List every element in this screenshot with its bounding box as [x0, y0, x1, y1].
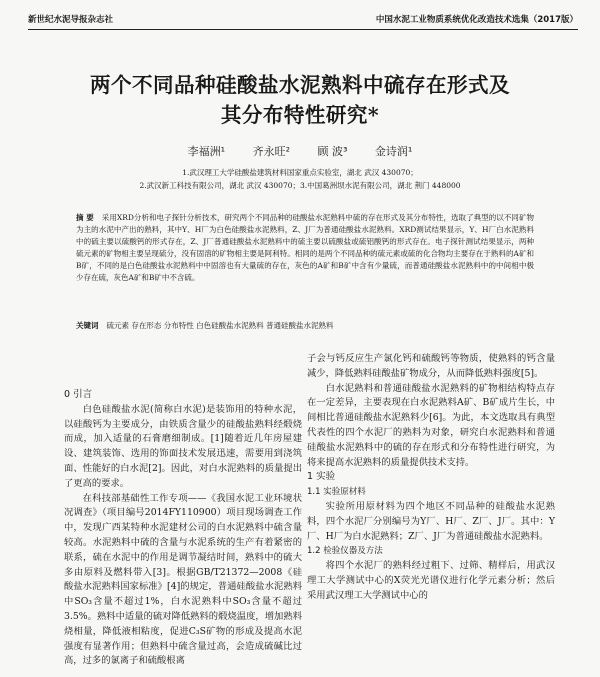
author: 齐永旺² [252, 145, 290, 158]
author: 顾 波³ [317, 145, 348, 158]
keywords-text: 硫元素 存在形态 分布特性 白色硅酸盐水泥熟料 普通硅酸盐水泥熟料 [106, 321, 334, 330]
author-list [0, 143, 600, 159]
abstract-text: 采用XRD分析和电子探针分析技术，研究两个不同品种的硅酸盐水泥熟料中硫的存在形式及其分布特性，选取了典型的以不同矿物为主的水泥中产出的熟料，其中Y、H厂为白色硅酸盐水泥熟料，Z、J厂为普通硅酸盐水泥熟料。XRD测试结果显示，Y、H厂白水泥熟料中的硫主要以硫酸钙的形式存在，Z、J厂普通硅酸盐水泥熟料中的硫主要以硫酸盐或硫铝酸钙的形式存在。电子探针测试结果显示，两种硫元素的矿物相主要呈现硫分，没有固溶的矿物相主要是阿利特。相同的是两个不同品种的硫元素或硫的化合物均主要存在于熟料的A矿和B矿，不同的是白色硅酸盐水泥熟料中中固溶也有大量硫的存在，灰色的A矿和B矿中含有少量硫，而普通硅酸盐水泥熟料中的中间相中极少存在硫，灰色A矿和B矿中不含硫。 [76, 213, 534, 282]
page-bottom-edge [0, 671, 600, 677]
subsection-heading: 1.1 实验原材料 [307, 487, 366, 498]
running-header [28, 13, 578, 29]
paper-title [40, 70, 560, 130]
body-paragraph: 白色硅酸盐水泥(简称白水泥)是装饰用的特种水泥，以硅酸钙为主要成分，由铁质含量少的硅酸盐熟料经煅烧而成，加入适量的石膏磨细制成。[1]随着近几年房屋建设、建筑装饰、选用的饰面技术发展迅速，需要用到浇筑面、性能好的白水泥[2]。因此，对白水泥熟料的质量提出了更高的要求。 [64, 403, 302, 489]
body-paragraph: 白水泥熟料和普通硅酸盐水泥熟料的矿物相结构特点存在一定差异，主要表现在白水泥熟料A矿、B矿成片生长，中间相比普通硅酸盐水泥熟料少[6]。为此，本文选取具有典型代表性的四个水泥厂的熟料为对象，研究白水泥熟料和普通硅酸盐水泥熟料中的硫的存在形式和分布特性进行研究，为将来提高水泥熟料的质量提供技术支持。 [307, 382, 555, 468]
body-column-right [307, 352, 555, 604]
header-right: 中国水泥工业物质系统优化改造技术选集（2017版） [375, 15, 578, 25]
abstract-label: 摘 要 [76, 213, 94, 222]
body-paragraph: 将四个水泥厂的熟料经过粗下、过筛、精样后，用武汉理工大学测试中心的X荧光光谱仪进行化学元素分析；然后采用武汉理工大学测试中心的 [307, 560, 555, 601]
title-line-1: 两个不同品种硅酸盐水泥熟料中硫存在形式及 [90, 73, 510, 97]
author: 金诗润¹ [374, 145, 413, 158]
keywords [76, 320, 534, 332]
author: 李福洲¹ [187, 145, 226, 158]
body-paragraph: 子会与钙反应生产氯化钙和硫酸钙等物质，使熟料的钙含量减少，降低熟料硅酸盐矿物成分，从而降低熟料强度[5]。 [307, 353, 555, 379]
title-line-2: 其分布特性研究* [220, 103, 380, 127]
keywords-label: 关键词 [76, 321, 99, 330]
header-left: 新世纪水泥导报杂志社 [28, 15, 114, 25]
body-column-left [64, 388, 302, 669]
body-paragraph: 实验所用原材料为四个地区不同品种的硅酸盐水泥熟料，四个水泥厂分别编号为Y厂、H厂、Z厂、J厂。其中：Y厂、H厂为白水泥熟料；Z厂、J厂为普通硅酸盐水泥熟料。 [307, 500, 555, 542]
header-rule [28, 29, 578, 30]
abstract [76, 212, 534, 284]
section-heading: 1 实验 [307, 471, 336, 483]
affiliation-2: 2.武汉新工科技有限公司，湖北 武汉 430070；3.中国葛洲坝水泥有限公司，湖北 荆门 448000 [139, 181, 461, 190]
subsection-heading: 1.2 检验仪器及方法 [307, 546, 383, 557]
section-heading: 0 引言 [64, 389, 93, 400]
affiliation-1: 1.武汉理工大学硅酸盐建筑材料国家重点实验室，湖北 武汉 430070； [182, 168, 418, 177]
body-paragraph: 在科技部基础性工作专项——《我国水泥工业环境状况调查》（项目编号2014FY110900）项目现场调查工作中，发现广西某特种水泥建材公司的白水泥熟料中硫含量较高。水泥熟料中硫的含量与水泥系统的生产有着紧密的联系，硫在水泥中的作用是调节凝结时间，熟料中的硫大多由原料及燃料带入[3]。根据GB/T21372—2008《硅酸盐水泥熟料国家标准》[4]的规定，普通硅酸盐水泥熟料中SO₃含量不超过1%，白水泥熟料中SO₃含量不超过3.5%。熟料中适量的硫对降低熟料的煅烧温度，增加熟料烧相量，降低液相粘度，促进C₃S矿物的形成及提高水泥强度有显著作用；但熟料中硫含量过高，会造成硫碱比过高，过多的氯离子和硫酸根离 [64, 492, 302, 667]
